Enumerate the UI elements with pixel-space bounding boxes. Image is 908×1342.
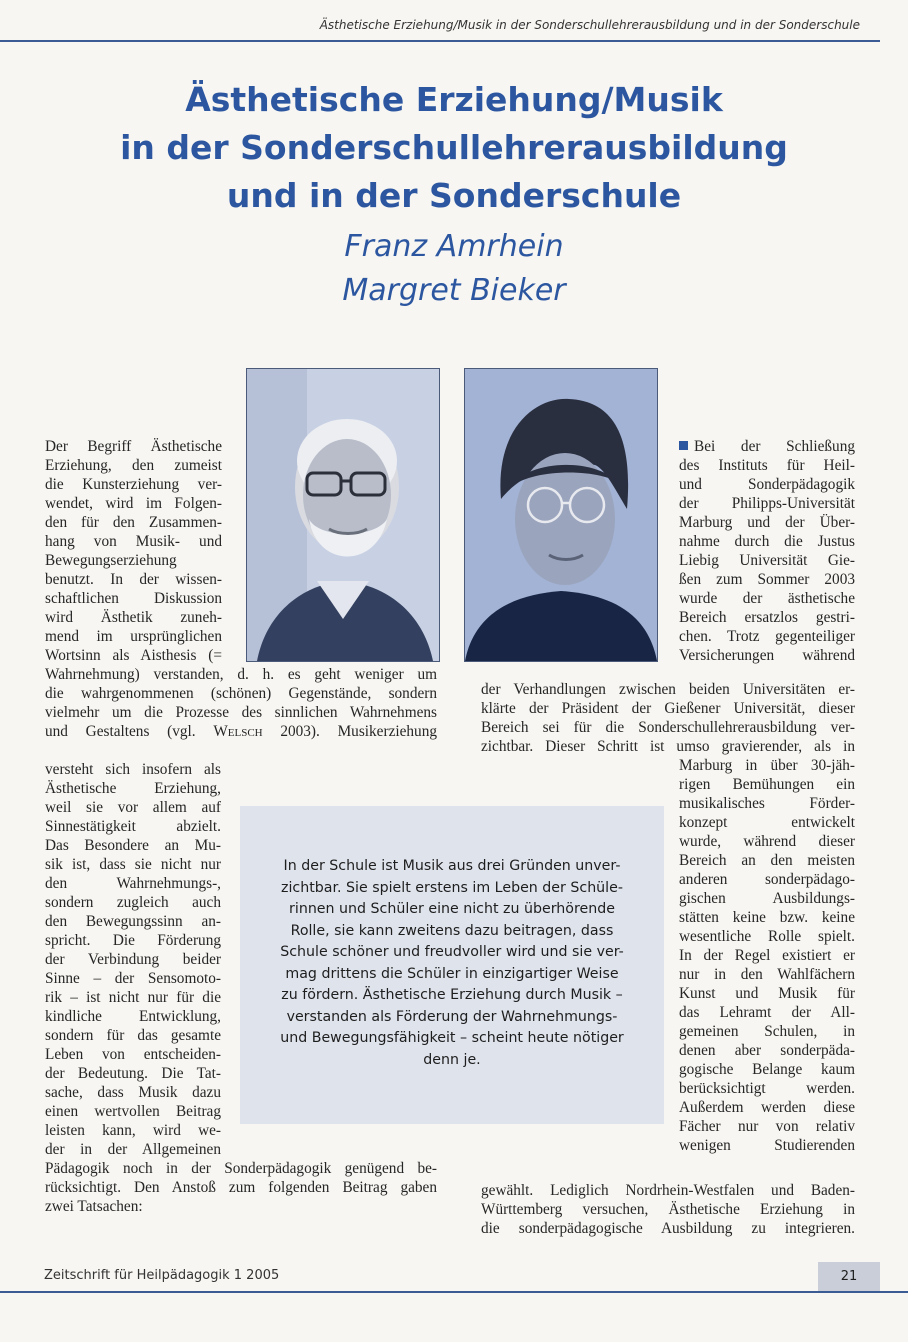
- text-line: weil sie vor allem auf: [45, 799, 221, 816]
- text-line: zwei Tatsachen:: [45, 1198, 143, 1215]
- quote-line: zu fördern. Ästhetische Erziehung durch Musik –: [281, 987, 623, 1003]
- text-line: sache, dass Musik dazu: [45, 1084, 221, 1101]
- text-line: Erziehung, den zumeist: [45, 457, 222, 474]
- text-line: den für den Zusammen-: [45, 514, 222, 531]
- title-line: Ästhetische Erziehung/Musik: [185, 80, 723, 119]
- text-line: kindliche Entwicklung,: [45, 1008, 221, 1025]
- author-photo-margret-bieker: [464, 368, 658, 662]
- text-line: wendet, wird im Folgen-: [45, 495, 222, 512]
- text-line: den Wahrnehmungs-,: [45, 875, 221, 892]
- body-right-narrow: [679, 756, 855, 1155]
- text-line: wird Ästhetik zuneh-: [45, 609, 222, 626]
- text-line: Wortsinn als Aisthesis (=: [45, 647, 222, 664]
- text-line: Sinnestätigkeit abzielt.: [45, 818, 221, 835]
- body-right-wide: [481, 680, 855, 756]
- quote-line: mag drittens die Schüler in einzigartiger Weise: [285, 965, 619, 982]
- quote-line: zichtbar. Sie spielt erstens im Leben der Schüle-: [281, 879, 623, 896]
- text-line: wesentliche Rolle spielt.: [679, 928, 855, 945]
- page-number: 21: [818, 1262, 880, 1292]
- text-line: den Bewegungssinn an-: [45, 913, 221, 930]
- text-line: das Lehramt der All-: [679, 1004, 855, 1021]
- author-photo-franz-amrhein: [246, 368, 440, 662]
- text-line: Fächer nur von relativ: [679, 1118, 855, 1135]
- text-fragment: 2003). Musikerziehung: [262, 723, 437, 740]
- text-line: wurde, während dieser: [679, 833, 855, 850]
- text-line: Bereich ersatzlos gestri-: [679, 609, 855, 626]
- text-line: hang von Musik- und: [45, 533, 222, 550]
- body-left-intro: [45, 437, 222, 665]
- text-line: der Philipps-Universität: [679, 495, 855, 512]
- text-line: rigen Bemühungen ein: [679, 776, 855, 793]
- text-line: Liebig Universität Gie-: [679, 552, 855, 569]
- quote-line: verstanden als Förderung der Wahrnehmungs-: [286, 1008, 618, 1025]
- article-title: [0, 76, 908, 220]
- quote-line: Schule schöner und freudvoller wird und sie ver-: [280, 944, 624, 960]
- authors: [0, 225, 908, 313]
- body-left-bottom: [45, 1159, 437, 1216]
- text-line: gewählt. Lediglich Nordrhein-Westfalen und Baden-: [481, 1182, 855, 1199]
- text-line: und Sonderpädagogik: [679, 476, 855, 493]
- portrait-image: [465, 369, 657, 661]
- text-line: berücksichtigt werden.: [679, 1080, 855, 1097]
- text-line: Wahrnehmung) verstanden, d. h. es geht weniger um: [45, 666, 437, 683]
- running-title: Ästhetische Erziehung/Musik in der Sonderschullehrerausbildung und in der Sonderschule: [319, 18, 860, 32]
- text-line: des Instituts für Heil-: [679, 457, 855, 474]
- body-right-intro: [679, 437, 855, 665]
- text-line: spricht. Die Förderung: [45, 932, 221, 949]
- author-name: Margret Bieker: [342, 273, 566, 308]
- text-line: Leben von entscheiden-: [45, 1046, 221, 1063]
- text-line: Der Begriff Ästhetische: [45, 438, 222, 455]
- text-line: gogische Belange kaum: [679, 1061, 855, 1078]
- text-line: Ästhetische Erziehung,: [45, 780, 221, 797]
- text-line: rücksichtigt. Den Anstoß zum folgenden Beitrag gaben: [45, 1179, 437, 1196]
- text-line: chen. Trotz gegenteiliger: [679, 628, 855, 645]
- text-line: Marburg in über 30-jäh-: [679, 757, 855, 774]
- text-line: die sonderpädagogische Ausbildung zu integrieren.: [481, 1220, 855, 1237]
- text-line: sondern zugleich auch: [45, 894, 221, 911]
- text-line: die wahrgenommenen (schönen) Gegenstände, sondern: [45, 685, 437, 702]
- text-line: wenigen Studierenden: [679, 1137, 855, 1154]
- text-line: der Verbindung beider: [45, 951, 221, 968]
- text-line: gemeinen Schulen, in: [679, 1023, 855, 1040]
- text-line: mend im ursprünglichen: [45, 628, 222, 645]
- text-line: Bereich an den meisten: [679, 852, 855, 869]
- text-line: versteht sich insofern als: [45, 761, 221, 778]
- text-line: konzept entwickelt: [679, 814, 855, 831]
- text-fragment: und Gestaltens (vgl.: [45, 723, 214, 740]
- text-line: Marburg und der Über-: [679, 514, 855, 531]
- text-line: ßen zum Sommer 2003: [679, 571, 855, 588]
- text-line: benutzt. In der wissen-: [45, 571, 222, 588]
- text-line: der Bedeutung. Die Tat-: [45, 1065, 221, 1082]
- text-line: zichtbar. Dieser Schritt ist umso gravierender, als in: [481, 738, 855, 755]
- header-rule: [0, 40, 880, 42]
- title-line: und in der Sonderschule: [226, 176, 682, 215]
- text-line: Das Besondere an Mu-: [45, 837, 221, 854]
- text-line: In der Regel existiert er: [679, 947, 855, 964]
- text-line: wurde der ästhetische: [679, 590, 855, 607]
- body-right-bottom: [481, 1181, 855, 1238]
- citation-author: Welsch: [213, 723, 263, 740]
- text-line: Bewegungserziehung: [45, 552, 177, 569]
- text-line: Bereich sei für die Sonderschullehrerausbildung ver-: [481, 719, 855, 736]
- text-line: Sinne – der Sensomoto-: [45, 970, 221, 987]
- text-line: leisten kann, wird we-: [45, 1122, 221, 1139]
- text-line: Kunst und Musik für: [679, 985, 855, 1002]
- journal-citation: Zeitschrift für Heilpädagogik 1 2005: [44, 1268, 280, 1283]
- bullet-square-icon: [679, 441, 688, 450]
- text-line: Außerdem werden diese: [679, 1099, 855, 1116]
- quote-line: denn je.: [423, 1051, 481, 1068]
- pull-quote: [240, 856, 664, 1071]
- text-line: schaftlichen Diskussion: [45, 590, 222, 607]
- text-line: sik ist, dass sie nicht nur: [45, 856, 221, 873]
- author-name: Franz Amrhein: [344, 229, 564, 264]
- quote-line: rinnen und Schüler eine nicht zu überhörende: [289, 901, 615, 917]
- title-line: in der Sonderschullehrerausbildung: [120, 128, 788, 167]
- quote-line: und Bewegungsfähigkeit – scheint heute nötiger: [280, 1030, 624, 1046]
- body-left-narrow: [45, 760, 221, 1159]
- quote-line: Rolle, sie kann zweitens dazu beitragen, dass: [290, 922, 614, 939]
- text-line: anderen sonderpädago-: [679, 871, 855, 888]
- text-line: rik – ist nicht nur für die: [45, 989, 221, 1006]
- text-line: vielmehr um die Prozesse des sinnlichen Wahrnehmens: [45, 704, 437, 721]
- footer-rule: [0, 1291, 908, 1293]
- portrait-image: [247, 369, 439, 661]
- body-left-wide: [45, 665, 437, 741]
- text-line: Württemberg versuchen, Ästhetische Erziehung in: [481, 1201, 855, 1218]
- text-line-citation: [45, 722, 437, 741]
- text-line: klärte der Präsident der Gießener Universität, dieser: [481, 700, 855, 717]
- text-line: sondern für das gesamte: [45, 1027, 221, 1044]
- text-line: die Kunsterziehung ver-: [45, 476, 222, 493]
- text-line: Pädagogik noch in der Sonderpädagogik genügend be-: [45, 1160, 437, 1177]
- quote-line: In der Schule ist Musik aus drei Gründen unver-: [283, 858, 621, 874]
- text-line: nahme durch die Justus: [679, 533, 855, 550]
- text-line: einen wertvollen Beitrag: [45, 1103, 221, 1120]
- text-line-first: [679, 437, 855, 456]
- text-fragment: Bei der Schließung: [694, 438, 855, 455]
- text-line: Versicherungen während: [679, 647, 855, 664]
- text-line: musikalisches Förder-: [679, 795, 855, 812]
- text-line: gischen Ausbildungs-: [679, 890, 855, 907]
- text-line: der in der Allgemeinen: [45, 1141, 221, 1158]
- text-line: nur in den Wahlfächern: [679, 966, 855, 983]
- text-line: der Verhandlungen zwischen beiden Universitäten er-: [481, 681, 855, 698]
- text-line: stätten keine bzw. keine: [679, 909, 855, 926]
- text-line: denen aber sonderpäda-: [679, 1042, 855, 1059]
